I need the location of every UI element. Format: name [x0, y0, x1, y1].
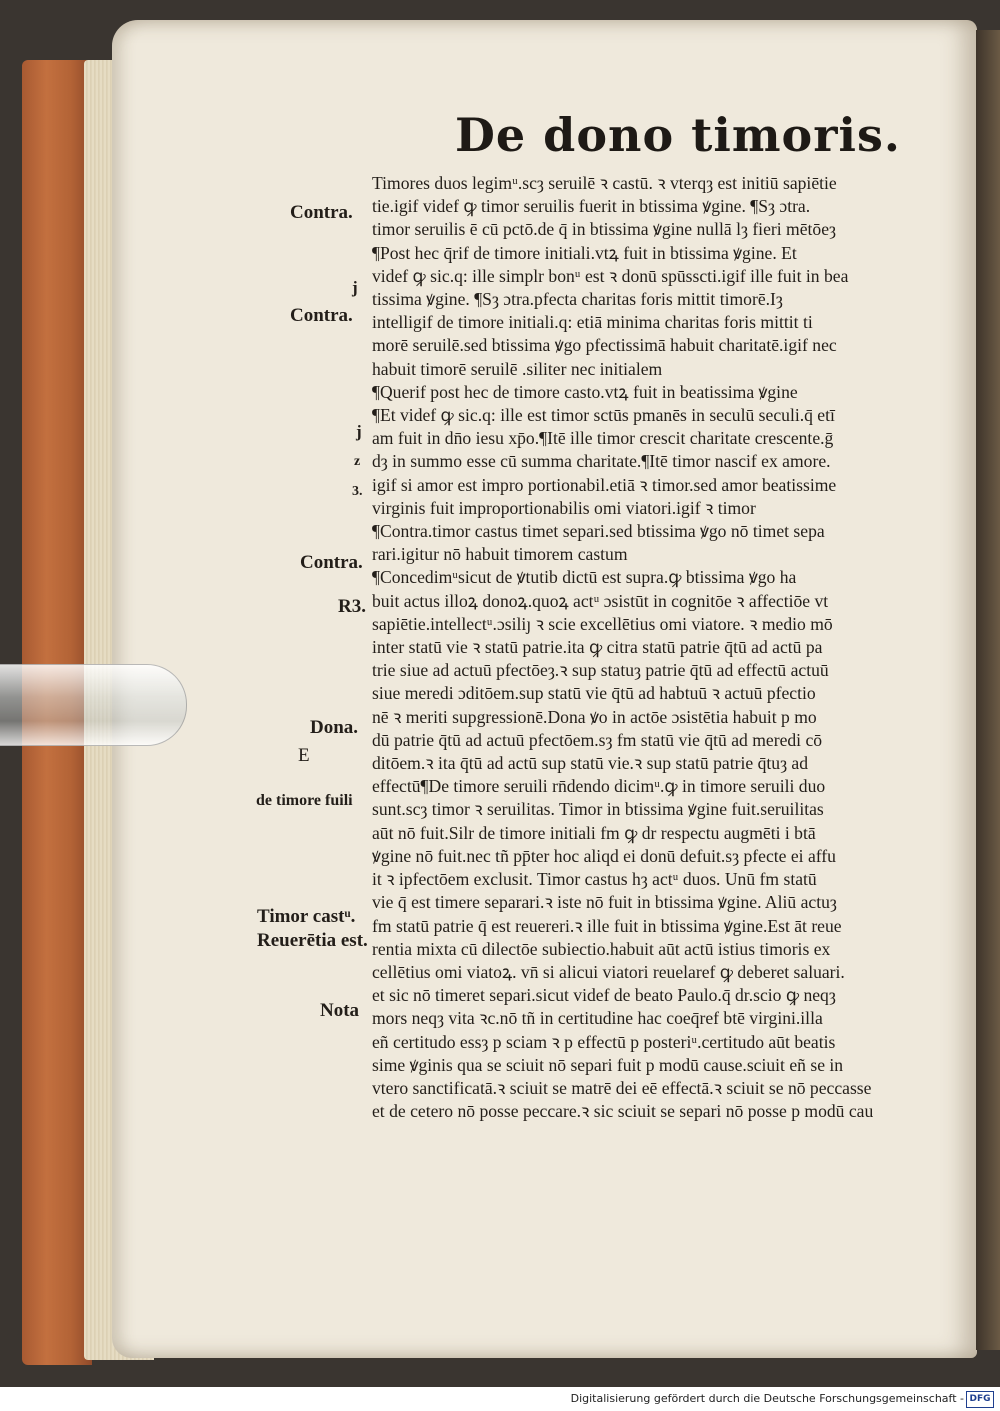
text-line: trie siue ad actuū pfectōeȝ.ꝛ sup statuȝ patrie q̄tū ad effectū actuū [372, 660, 829, 681]
margin-note: 3. [352, 484, 363, 499]
text-line: videf ꝙ sic.q: ille simplr bonᵘ est ꝛ donū spūsscti.igif ille fuit in bea [372, 265, 849, 286]
text-line: sime ꝟginis qua se sciuit nō separi fuit p modū cause.sciuit eñ se in [372, 1054, 844, 1075]
margin-note: Nota [320, 1000, 360, 1021]
text-line: fm statū patrie q̄ est reuereri.ꝛ ille fuit in btissima ꝟgine.Est āt reue [372, 915, 842, 936]
text-line: vtero sanctificatā.ꝛ sciuit se matrē dei eē effectā.ꝛ sciuit se nō peccasse [372, 1077, 872, 1098]
text-line: mors neqȝ vita ꝛc.nō tñ in certitudine hac coeq̄ref btē virgini.illa [372, 1008, 823, 1029]
margin-note: Timor castᵘ. [257, 906, 356, 927]
margin-note: Contra. [290, 202, 353, 223]
text-line: et sic nō timeret separi.sicut videf de beato Paulo.q̄ dr.scio ꝙ neqȝ [372, 985, 836, 1006]
text-line: siue meredi ɔditōem.sup statū vie q̄tū ad habtuū ꝛ actuū pfectio [372, 683, 816, 704]
footer-bar [0, 1387, 1000, 1411]
margin-note: Dona. [310, 717, 359, 738]
text-line: ꝟgine nō fuit.nec tñ pp̄ter hoc aliqd ei donū defuit.sȝ pfecte ei affu [372, 845, 836, 866]
margin-note: Contra. [300, 552, 363, 573]
text-line: vie q̄ est timere separari.ꝛ iste nō fuit in btissima ꝟgine. Aliū actuȝ [372, 892, 837, 913]
text-line: intelligif de timore initiali.q: etiā minima charitas foris mittit ti [372, 312, 813, 333]
funding-credit: Digitalisierung gefördert durch die Deutsche Forschungsgemeinschaft - [570, 1392, 964, 1405]
page-heading: De dono timoris. [455, 108, 901, 162]
facing-page-edge [976, 30, 1000, 1350]
text-line: cellētius omi viatoꝝ. vn̄ si alicui viatori reuelaref ꝙ deberet saluari. [372, 961, 845, 982]
text-line: aūt nō fuit.Silr de timore initiali fm ꝙ dr respectu augmēti i btā [372, 822, 816, 843]
text-line: buit actus illoꝝ donoꝝ.quoꝝ actᵘ ɔsistūt in cognitōe ꝛ affectiōe vt [372, 590, 829, 611]
text-line: tie.igif videf ꝙ timor seruilis fuerit in btissima ꝟgine. ¶Sȝ ɔtra. [372, 196, 811, 217]
text-line: et de cetero nō posse peccare.ꝛ sic sciuit se separi nō posse p modū cau [372, 1101, 874, 1122]
text-line: am fuit in dn̄o iesu xp̄o.¶Itē ille timor crescit charitate crescente.ḡ [372, 428, 834, 449]
text-line: it ꝛ ipfectōem exclusit. Timor castus hȝ actᵘ duos. Unū fm statū [372, 869, 817, 890]
text-line: timor seruilis ē cū pctō.de q̄ in btissima ꝟgine nullā lȝ fieri mētōeȝ [372, 219, 836, 240]
text-line: ¶Contra.timor castus timet separi.sed btissima ꝟgo nō timet sepa [372, 521, 825, 542]
margin-note: j [352, 278, 358, 297]
text-line: sapiētie.intellectᵘ.ɔsiliȷ ꝛ scie excellētius omi viatore. ꝛ medio mō [372, 613, 833, 634]
dfg-logo-icon: DFG [966, 1391, 994, 1408]
text-line: rari.igitur nō habuit timorem castum [372, 544, 628, 565]
glass-page-weight [0, 664, 187, 746]
text-line: ¶Et videf ꝙ sic.q: ille est timor sctūs pmanēs in seculū seculi.q̄ etī [372, 405, 835, 426]
margin-note: de timore fuili [256, 792, 353, 809]
margin-note: j [356, 422, 362, 441]
text-line: habuit timorē seruilē .siliter nec initialem [372, 358, 663, 379]
margin-note: Contra. [290, 305, 353, 326]
text-line: ¶Post hec q̄rif de timore initiali.vtꝝ fuit in btissima ꝟgine. Et [372, 242, 797, 263]
margin-note: R3. [338, 596, 366, 617]
body-text [372, 172, 937, 1123]
text-line: nē ꝛ meriti supgressionē.Dona ꝟo in actōe ɔsistētia habuit p mo [372, 706, 817, 727]
text-line: virginis fuit improportionabilis omi viatori.igif ꝛ timor [372, 497, 756, 518]
margin-note: Reuerētia est. [257, 930, 368, 951]
margin-note: E [298, 745, 310, 766]
text-line: rentia mixta cū dilectōe subiectio.habuit aūt actū istius timoris ex [372, 938, 831, 959]
text-line: effectū¶De timore seruili rn̄dendo dicimᵘ.ꝙ in timore seruili duo [372, 776, 826, 797]
text-line: sunt.scȝ timor ꝛ seruilitas. Timor in btissima ꝟgine fuit.seruilitas [372, 799, 824, 820]
text-line: morē seruilē.sed btissima ꝟgo pfectissimā habuit charitatē.igif nec [372, 335, 837, 356]
margin-note: z [354, 454, 361, 469]
text-line: dȝ in summo esse cū summa charitate.¶Itē timor nascif ex amore. [372, 451, 831, 472]
text-line: ditōem.ꝛ ita q̄tū ad actū sup statū vie.ꝛ sup statū patrie q̄tuȝ ad [372, 753, 809, 774]
text-line: dū patrie q̄tū ad actuū pfectōem.sȝ fm statū vie q̄tū ad meredi cō [372, 729, 823, 750]
text-line: eñ certitudo essȝ p sciam ꝛ p effectū p posteriᵘ.certitudo aūt beatis [372, 1031, 836, 1052]
text-line: ¶Concedimᵘsicut de ꝟtutib dictū est supra.ꝙ btissima ꝟgo ha [372, 567, 797, 588]
text-line: Timores duos legimᵘ.scȝ seruilē ꝛ castū. ꝛ vterqȝ est initiū sapiētie [372, 173, 837, 193]
text-line: igif si amor est impro portionabil.etiā ꝛ timor.sed amor beatissime [372, 474, 837, 495]
text-line: tissima ꝟgine. ¶Sȝ ɔtra.pfecta charitas foris mittit timorē.Iȝ [372, 289, 783, 310]
text-line: ¶Querif post hec de timore casto.vtꝝ fuit in beatissima ꝟgine [372, 381, 798, 402]
text-line: inter statū vie ꝛ statū patrie.ita ꝙ citra statū patrie q̄tū ad actū pa [372, 637, 823, 658]
